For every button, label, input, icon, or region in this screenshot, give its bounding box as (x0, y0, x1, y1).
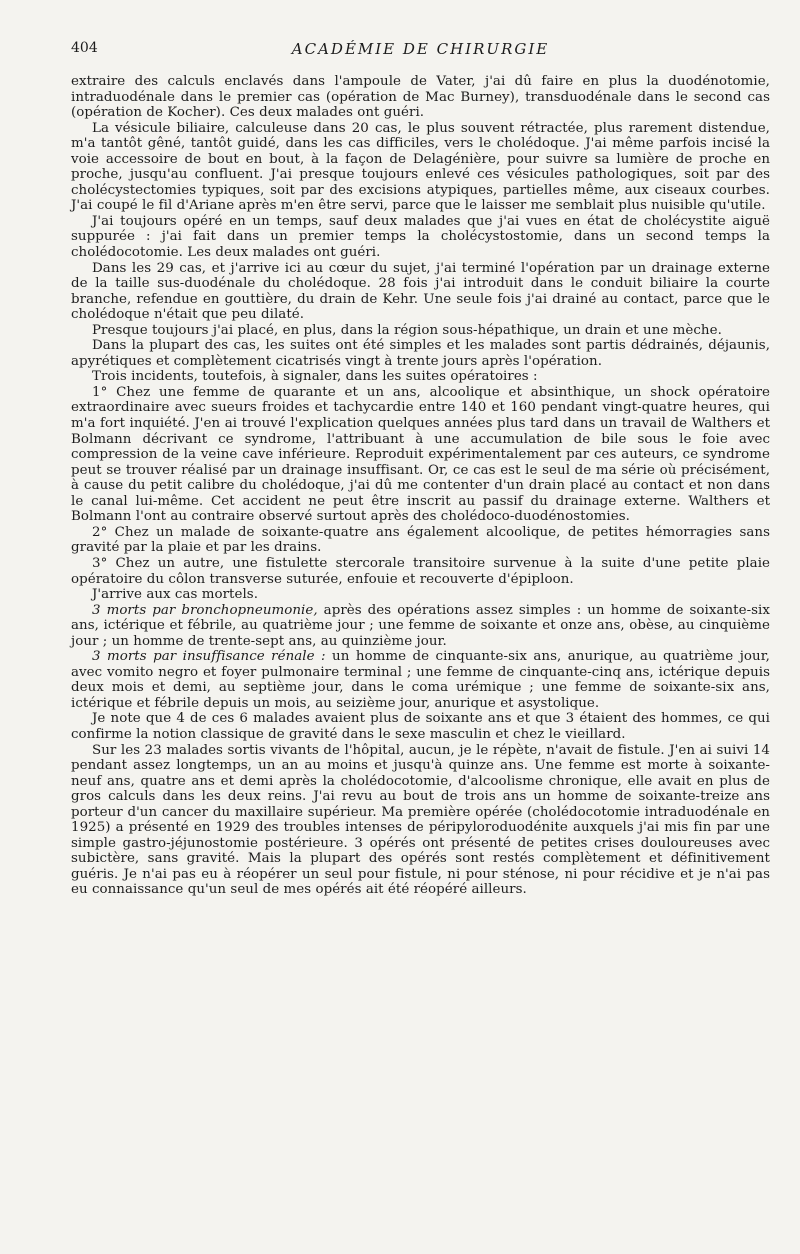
italic-lead: 3 morts par insuffisance rénale : (92, 649, 326, 665)
paragraph: La vésicule biliaire, calculeuse dans 20 cas, le plus souvent rétractée, plus rarement distendue, m'a tantôt gêné, tantôt guidé, dans les cas difficiles, vers le cholédoque. J'ai même parfois incisé la voie accessoire de bout en bout, à la façon de Delagénière, pour suivre sa lumière de proche en proche, jusqu'au confluent. J'ai presque toujours enlevé ces vésicules pathologiques, soit par des cholécystectomies typiques, soit par des excisions atypiques, partielles même, aux ciseaux courbes. J'ai coupé le fil d'Ariane après m'en être servi, parce que le laisser me semblait plus nuisible qu'utile. (71, 120, 770, 214)
paragraph: Dans les 29 cas, et j'arrive ici au cœur du sujet, j'ai terminé l'opération par un drainage externe de la taille sus-duodénale du cholédoque. 28 fois j'ai introduit dans le conduit biliaire la courte branche, refendue en gouttière, du drain de Kehr. Une seule fois j'ai drainé au contact, parce que le cholédoque n'était que peu dilaté. (71, 260, 770, 323)
paragraph: J'arrive aux cas mortels. (92, 587, 259, 603)
paragraph: Sur les 23 malades sortis vivants de l'hôpital, aucun, je le répète, n'avait de fistule. J'en ai suivi 14 pendant assez longtemps, un an au moins et jusqu'à quinze ans. Une femme est morte à soixante-neuf ans, quatre ans et demi après la cholédocotomie, d'alcoolisme chronique, elle avait en plus de gros calculs dans les deux reins. J'ai revu au bout de trois ans un homme de soixante-treize ans porteur d'un cancer du maxillaire supérieur. Ma première opérée (cholédocotomie intraduodénale en 1925) a présenté en 1929 des troubles intenses de péripyloroduodénite auxquels j'ai mis fin par une simple gastro-jéjunostomie postérieure. 3 opérés ont présenté de petites crises douloureuses avec subictère, sans gravité. Mais la plupart des opérés sont restés complètement et définitivement guéris. Je n'ai pas eu à réopérer un seul pour fistule, ni pour sténose, ni pour récidive et je n'ai pas eu connaissance qu'un seul de mes opérés ait été réopéré ailleurs. (71, 742, 770, 898)
paragraph: 3° Chez un autre, une fistulette stercorale transitoire survenue à la suite d'une petite plaie opératoire du côlon transverse suturée, enfouie et recouverte d'épiploon. (71, 555, 770, 587)
body-text (71, 74, 770, 898)
paragraph: Presque toujours j'ai placé, en plus, dans la région sous-hépathique, un drain et une mèche. (92, 322, 722, 338)
page-number: 404 (71, 40, 98, 56)
page-header (71, 40, 770, 62)
paragraph: 1° Chez une femme de quarante et un ans, alcoolique et absinthique, un shock opératoire extraordinaire avec sueurs froides et tachycardie entre 140 et 160 pendant vingt-quatre heures, qui m'a fort inquiété. J'en ai trouvé l'explication quelques années plus tard dans un travail de Walthers et Bolmann décrivant ce syndrome, l'attribuant à une accumulation de bile sous le foie avec compression de la veine cave inférieure. Reproduit expérimentalement par ces auteurs, ce syndrome peut se trouver réalisé par un drainage insuffisant. Or, ce cas est le seul de ma série où précisément, à cause du petit calibre du cholédoque, j'ai dû me contenter d'un drain placé au contact et non dans le canal lui-même. Cet accident ne peut être inscrit au passif du drainage externe. Walthers et Bolmann l'ont au contraire observé surtout après des cholédoco-duodénostomies. (71, 384, 770, 525)
paragraph: 3 morts par bronchopneumonie, après des opérations assez simples : un homme de soixante-six ans, ictérique et fébrile, au quatrième jour ; une femme de soixante et onze ans, obèse, au cinquième jour ; un homme de trente-sept ans, au quinzième jour. (71, 602, 770, 649)
paragraph: J'ai toujours opéré en un temps, sauf deux malades que j'ai vues en état de cholécystite aiguë suppurée : j'ai fait dans un premier temps la cholécystostomie, dans un second temps la cholédocotomie. Les deux malades ont guéri. (71, 213, 770, 261)
paragraph: Dans la plupart des cas, les suites ont été simples et les malades sont partis dédrainés, déjaunis, apyrétiques et complètement cicatrisés vingt à trente jours après l'opération. (71, 338, 770, 369)
running-title: ACADÉMIE DE CHIRURGIE (291, 40, 550, 58)
paragraph: Je note que 4 de ces 6 malades avaient plus de soixante ans et que 3 étaient des hommes, ce qui confirme la notion classique de gravité dans le sexe masculin et chez le vieillard. (71, 711, 770, 742)
paragraph: Trois incidents, toutefois, à signaler, dans les suites opératoires : (92, 369, 538, 385)
paragraph: 2° Chez un malade de soixante-quatre ans également alcoolique, de petites hémorragies sans gravité par la plaie et par les drains. (71, 524, 770, 556)
paragraph: 3 morts par insuffisance rénale : un homme de cinquante-six ans, anurique, au quatrième jour, avec vomito negro et foyer pulmonaire terminal ; une femme de cinquante-cinq ans, ictérique depuis deux mois et demi, au septième jour, dans le coma urémique ; une femme de soixante-six ans, ictérique et fébrile depuis un mois, au seizième jour, anurique et asystolique. (71, 649, 770, 711)
italic-lead: 3 morts par bronchopneumonie, (92, 602, 318, 618)
paragraph: extraire des calculs enclavés dans l'ampoule de Vater, j'ai dû faire en plus la duodénotomie, intraduodénale dans le premier cas (opération de Mac Burney), transduodénale dans le second cas (opération de Kocher). Ces deux malades ont guéri. (71, 74, 770, 121)
